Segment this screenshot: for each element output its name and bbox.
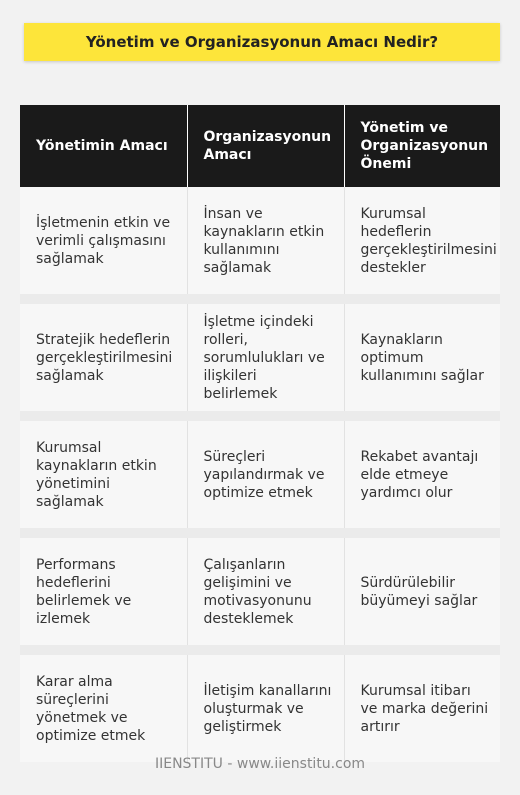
table-cell: Kaynakların optimum kullanımını sağlar [344,299,500,416]
page-title: Yönetim ve Organizasyonun Amacı Nedir? [24,23,500,61]
table-row [20,650,500,762]
table-row [20,533,500,650]
table-cell: Süreçleri yapılandırmak ve optimize etmek [187,416,344,533]
table-cell: Kurumsal kaynakların etkin yönetimini sağlamak [20,416,187,533]
comparison-table [20,105,500,762]
table-cell: Karar alma süreçlerini yönetmek ve optimize etmek [20,650,187,762]
column-header-organization-purpose: Organizasyonun Amacı [187,105,344,187]
table-row [20,187,500,299]
table-row [20,299,500,416]
table-header-row [20,105,500,187]
column-header-importance: Yönetim ve Organizasyonun Önemi [344,105,500,187]
table-row [20,416,500,533]
table-cell: Stratejik hedeflerin gerçekleştirilmesini sağlamak [20,299,187,416]
table-cell: Çalışanların gelişimini ve motivasyonunu desteklemek [187,533,344,650]
table-cell: İşletme içindeki rolleri, sorumlulukları ve ilişkileri belirlemek [187,299,344,416]
column-header-management-purpose: Yönetimin Amacı [20,105,187,187]
table-cell: İnsan ve kaynakların etkin kullanımını sağlamak [187,187,344,299]
table-cell: İşletmenin etkin ve verimli çalışmasını sağlamak [20,187,187,299]
table-cell: İletişim kanallarını oluşturmak ve geliştirmek [187,650,344,762]
footer-credit: IIENSTITU - www.iienstitu.com [154,756,366,772]
table-cell: Rekabet avantajı elde etmeye yardımcı olur [344,416,500,533]
table-cell: Performans hedeflerini belirlemek ve izlemek [20,533,187,650]
table-cell: Kurumsal itibarı ve marka değerini artırır [344,650,500,762]
table-cell: Kurumsal hedeflerin gerçekleştirilmesini destekler [344,187,500,299]
table-cell: Sürdürülebilir büyümeyi sağlar [344,533,500,650]
